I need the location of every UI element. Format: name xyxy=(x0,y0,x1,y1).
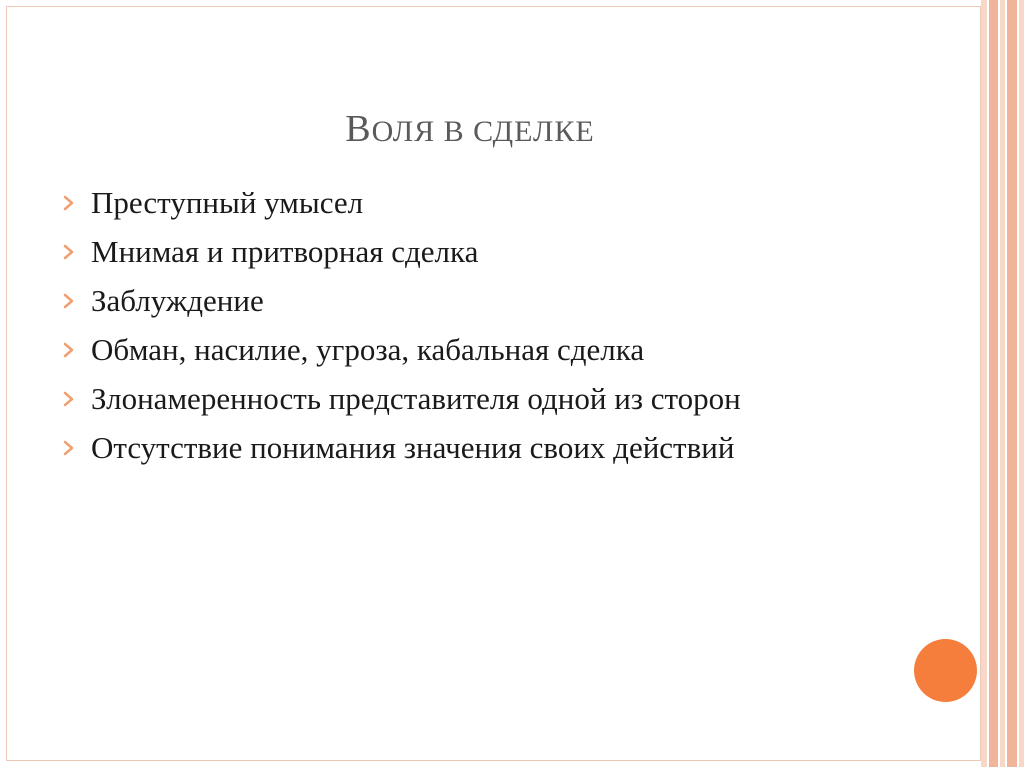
stripe xyxy=(1000,0,1005,767)
decorative-stripes xyxy=(981,0,1024,767)
slide-title xyxy=(0,103,940,163)
bullet-item xyxy=(62,427,822,469)
stripe xyxy=(981,0,987,767)
bullet-item xyxy=(62,231,822,273)
chevron-right-icon xyxy=(62,339,76,361)
bullet-text: Заблуждение xyxy=(91,283,264,318)
bullet-item xyxy=(62,182,822,224)
chevron-right-icon xyxy=(62,388,76,410)
stripe xyxy=(989,0,998,767)
bullet-text: Мнимая и притворная сделка xyxy=(91,234,479,269)
chevron-right-icon xyxy=(62,437,76,459)
chevron-right-icon xyxy=(62,241,76,263)
bullet-item xyxy=(62,329,822,371)
bullet-text: Преступный умысел xyxy=(91,185,364,220)
title-part: ОЛЯ В СДЕЛКЕ xyxy=(371,115,595,148)
title-part: В xyxy=(345,108,372,150)
stripe xyxy=(1007,0,1017,767)
stripe xyxy=(1019,0,1024,767)
orange-circle-decoration xyxy=(914,639,977,702)
bullet-text: Обман, насилие, угроза, кабальная сделка xyxy=(91,332,645,367)
bullet-item xyxy=(62,280,822,322)
bullet-text: Отсутствие понимания значения своих действий xyxy=(91,430,735,465)
chevron-right-icon xyxy=(62,290,76,312)
bullet-text: Злонамеренность представителя одной из сторон xyxy=(91,381,741,416)
bullet-item xyxy=(62,378,822,420)
chevron-right-icon xyxy=(62,192,76,214)
bullet-list xyxy=(62,182,822,476)
